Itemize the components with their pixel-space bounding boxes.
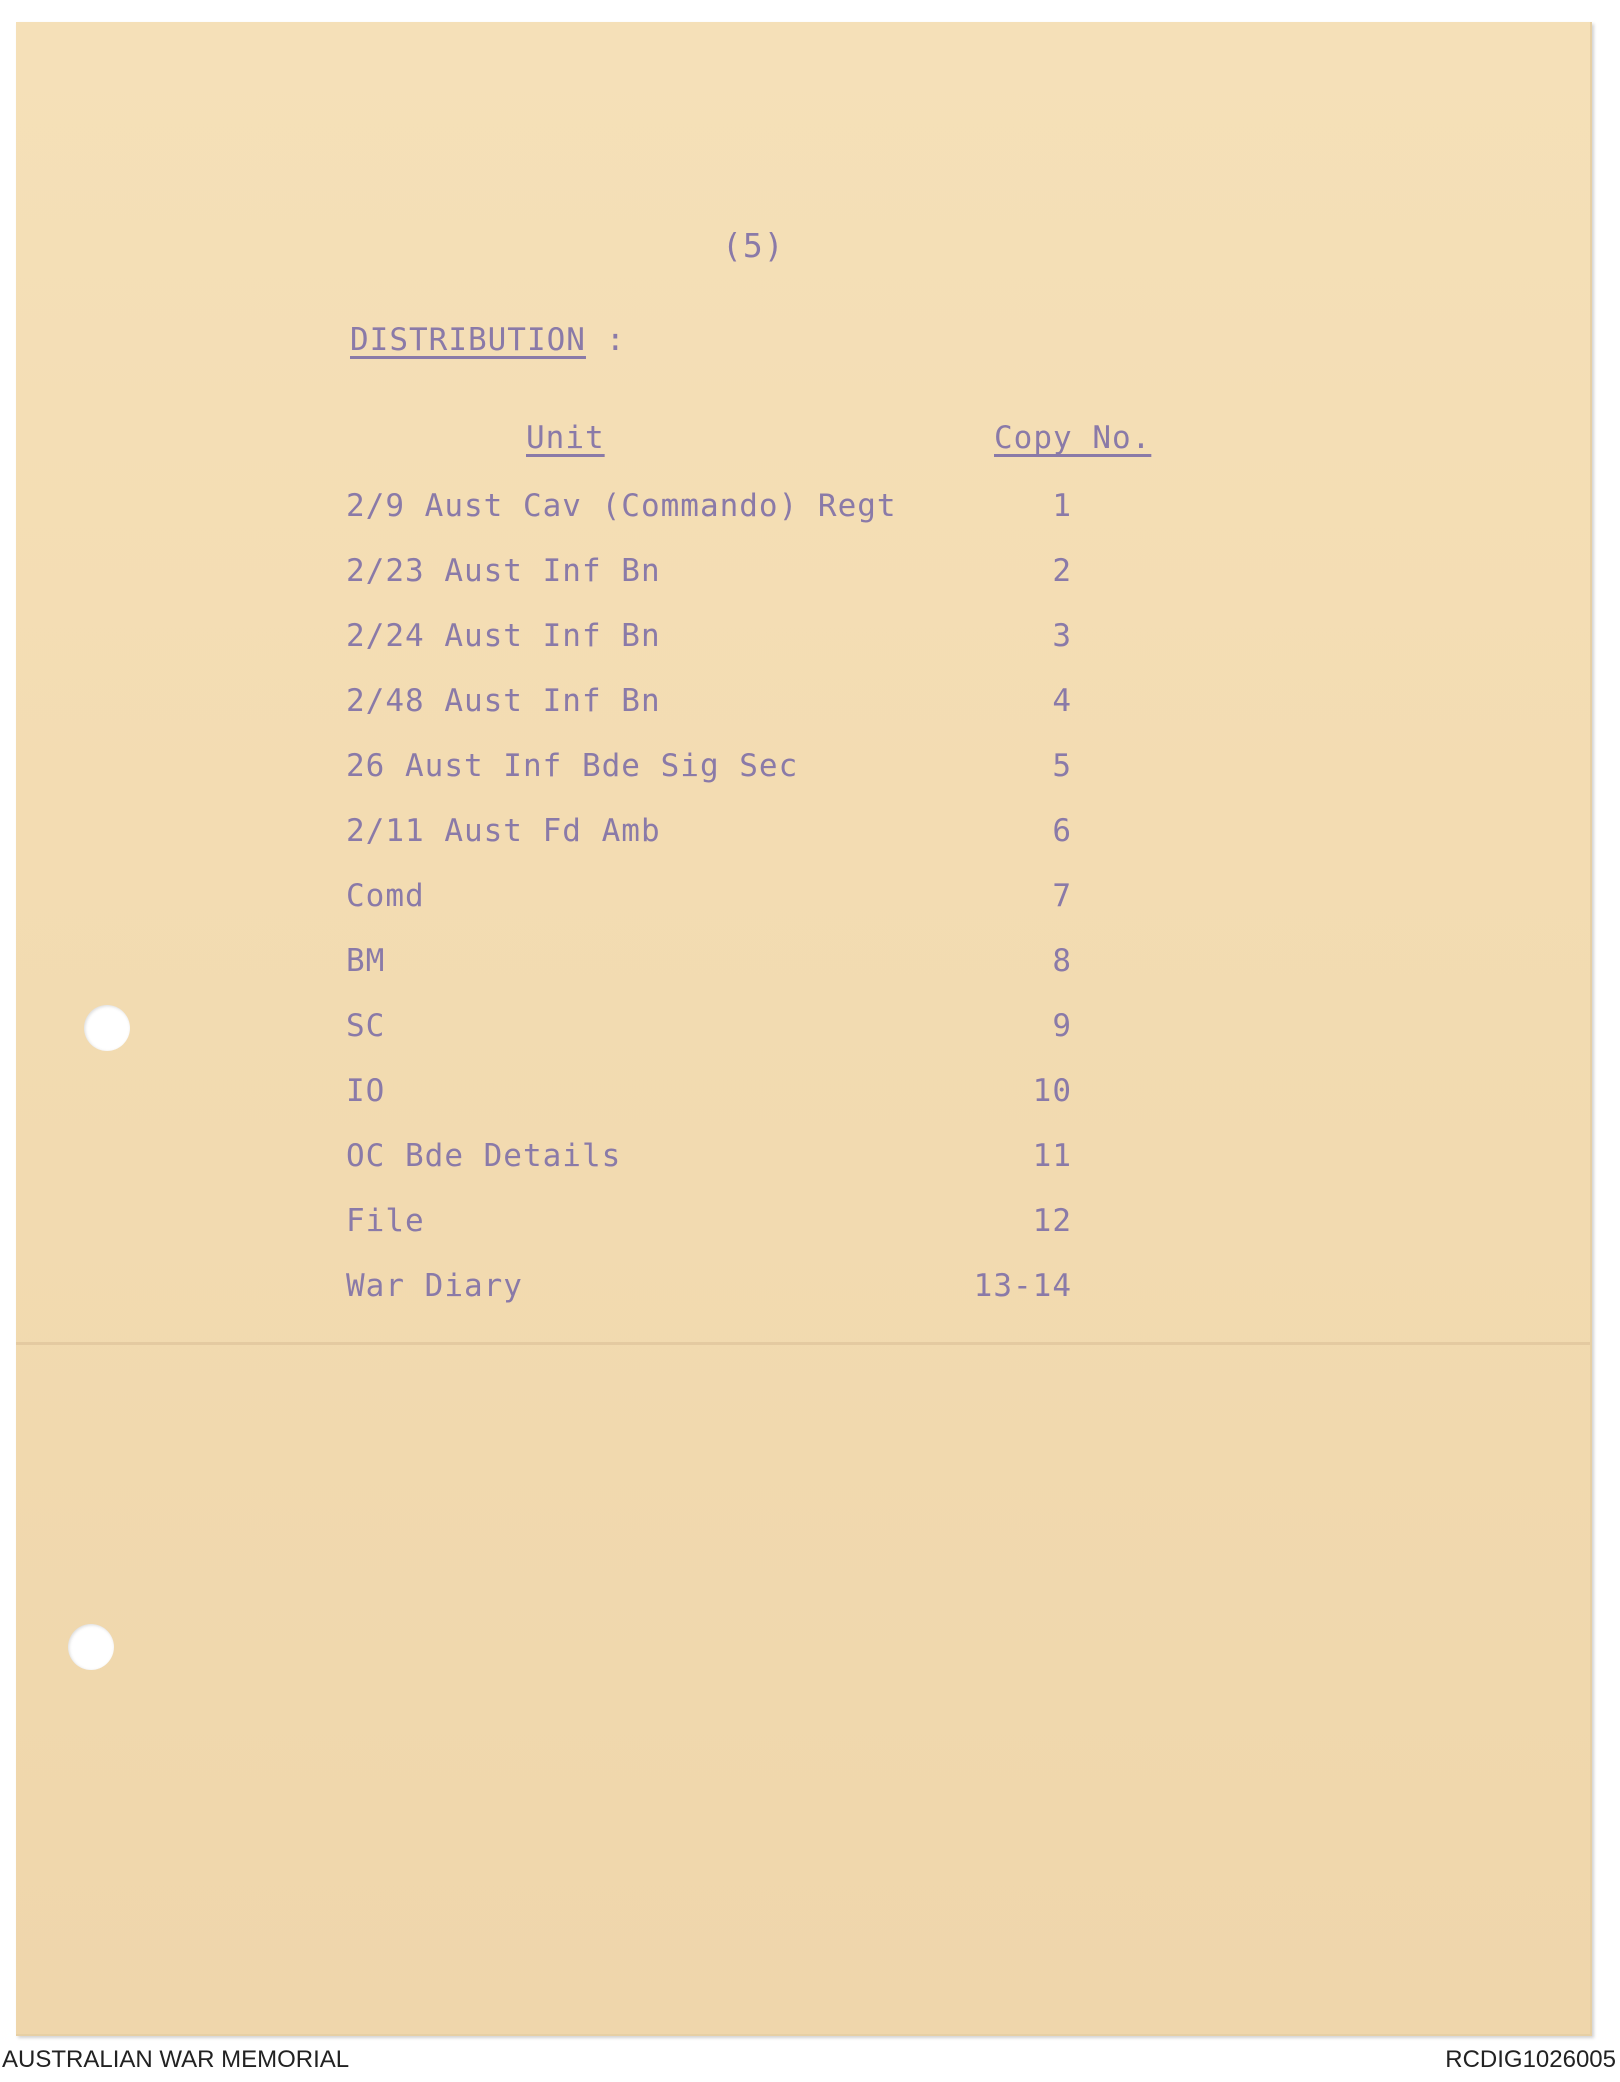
document-page [16,22,1592,2036]
row-unit: OC Bde Details [346,1138,622,1174]
row-copy-no: 13-14 [973,1268,1072,1304]
punch-hole [84,1005,130,1051]
row-unit: 2/23 Aust Inf Bn [346,553,661,589]
row-unit: BM [346,943,386,979]
row-copy-no: 5 [1052,748,1072,784]
row-unit: Comd [346,878,425,914]
heading-colon: : [606,322,626,358]
unit-column-header: Unit [526,420,605,456]
row-copy-no: 4 [1052,683,1072,719]
row-unit: IO [346,1073,386,1109]
row-copy-no: 9 [1052,1008,1072,1044]
row-copy-no: 11 [1032,1138,1072,1174]
copy-no-column-header: Copy No. [994,420,1152,456]
row-unit: 2/48 Aust Inf Bn [346,683,661,719]
distribution-heading: DISTRIBUTION [350,322,586,358]
row-unit: File [346,1203,425,1239]
paper-fold [16,1342,1590,1345]
archive-credit: AUSTRALIAN WAR MEMORIAL [2,2046,350,2073]
row-copy-no: 10 [1032,1073,1072,1109]
row-unit: 2/11 Aust Fd Amb [346,813,661,849]
row-unit: 2/9 Aust Cav (Commando) Regt [346,488,897,524]
row-unit: 26 Aust Inf Bde Sig Sec [346,748,799,784]
punch-hole [68,1624,114,1670]
row-copy-no: 1 [1052,488,1072,524]
archive-reference-id: RCDIG1026005 [1445,2046,1616,2073]
row-copy-no: 8 [1052,943,1072,979]
row-copy-no: 2 [1052,553,1072,589]
row-copy-no: 3 [1052,618,1072,654]
row-unit: 2/24 Aust Inf Bn [346,618,661,654]
page-number: (5) [722,226,785,265]
row-copy-no: 6 [1052,813,1072,849]
row-unit: SC [346,1008,386,1044]
row-copy-no: 12 [1032,1203,1072,1239]
row-unit: War Diary [346,1268,523,1304]
row-copy-no: 7 [1052,878,1072,914]
